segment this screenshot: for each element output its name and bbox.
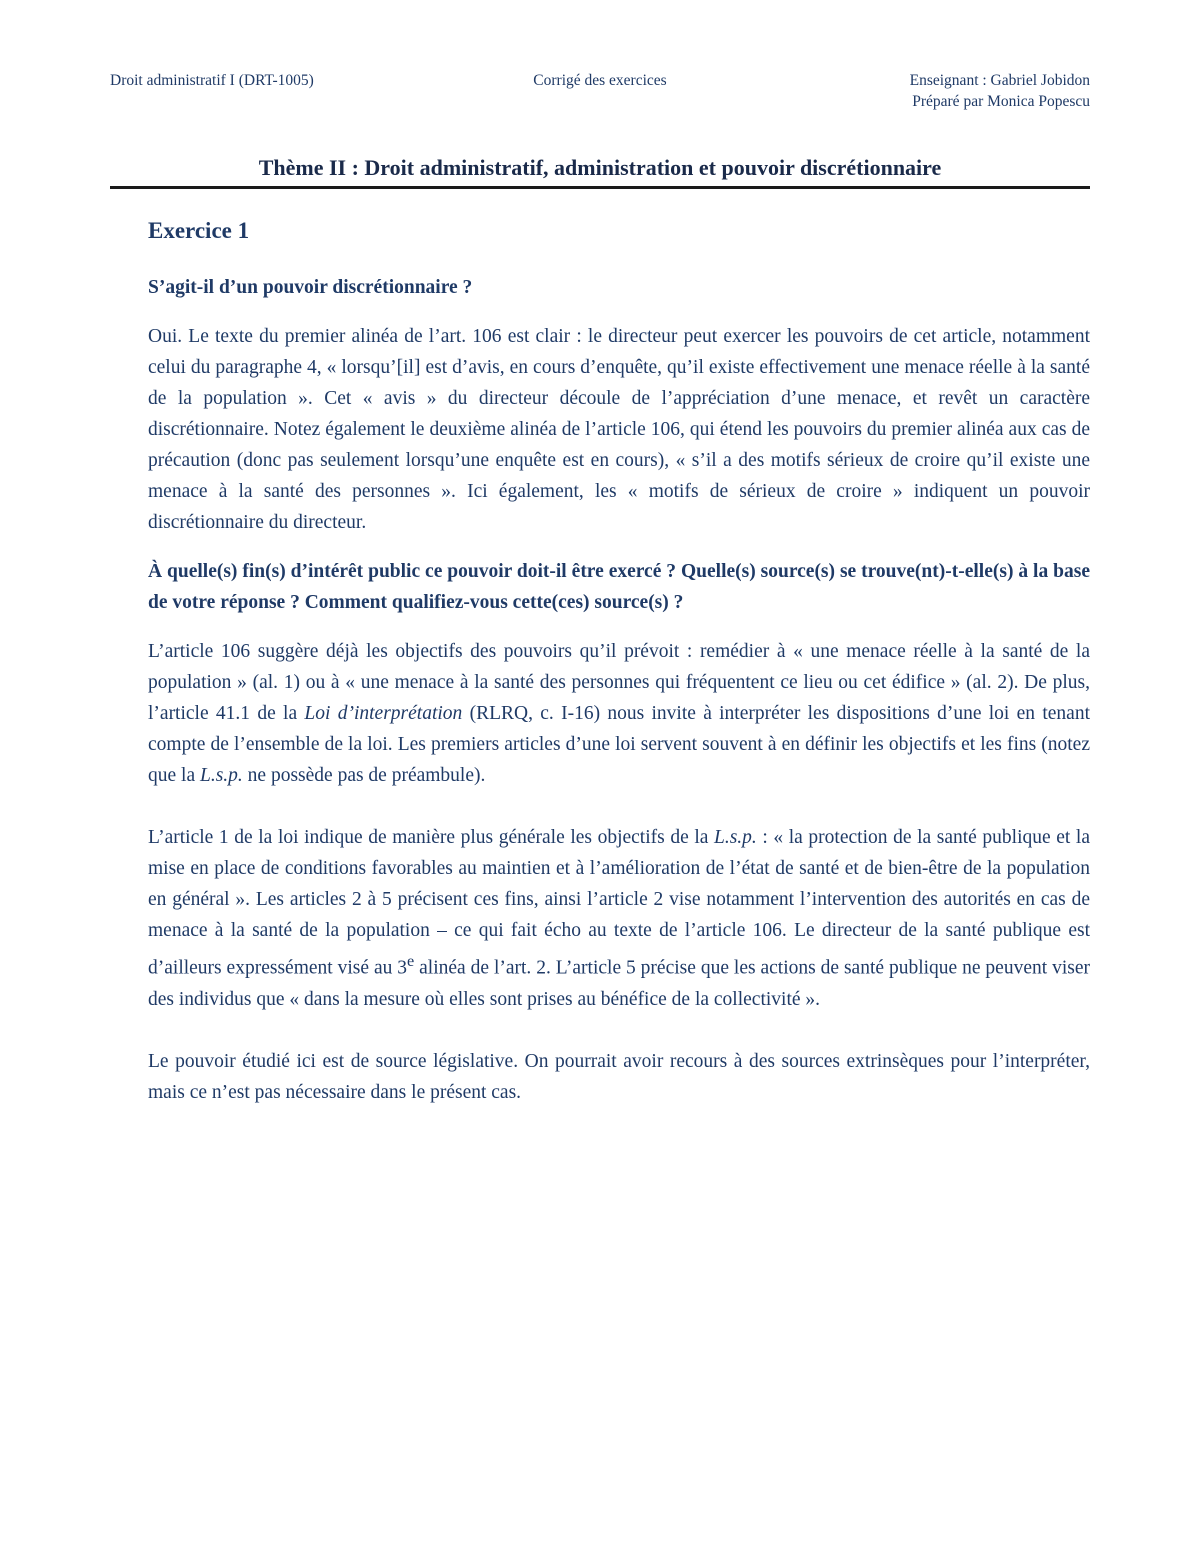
answer-1-paragraph: Oui. Le texte du premier alinéa de l’art. 106 est clair : le directeur peut exercer les pouvoirs de cet article, notamment celui du paragraphe 4, « lorsqu’[il] est d’avis, en cours d’enquête, qu’il existe effectivement une menace réelle à la santé de la population ». Cet « avis » du directeur découle de l’appréciation d’une menace, et revêt un caractère discrétionnaire. Notez également le deuxième alinéa de l’article 106, qui étend les pouvoirs du premier alinéa aux cas de précaution (donc pas seulement lorsqu’une enquête est en cours), « s’il a des motifs sérieux de croire qu’il existe une menace à la santé des personnes ». Ici également, les « motifs de sérieux de croire » indiquent un pouvoir discrétionnaire du directeur. bbox=[148, 326, 1090, 533]
text-run: alinéa de l’art. 2. L’article 5 précise que les actions de santé publique ne peuvent viser des individus que « dans la mesure où elles sont prises au bénéfice de la collectivité ». bbox=[148, 957, 1090, 1010]
text-run: (RLRQ, c. I-16) nous invite à interpréter les dispositions d’une loi en tenant compte de l’ensemble de la loi. Les premiers articles d’une loi servent souvent à en définir les objectifs et les fins (notez que la bbox=[148, 703, 1090, 786]
title-divider bbox=[110, 186, 1090, 189]
text-run: ne possède pas de préambule). bbox=[242, 765, 486, 786]
document-body bbox=[148, 218, 1090, 1126]
theme-title: Thème II : Droit administratif, administration et pouvoir discrétionnaire bbox=[258, 155, 942, 180]
question-2: À quelle(s) fin(s) d’intérêt public ce pouvoir doit-il être exercé ? Quelle(s) source(s) se trouve(nt)-t-elle(s) à la base de votre réponse ? Comment qualifiez-vous cette(ces) source(s) ? bbox=[148, 561, 1090, 613]
header-teacher: Enseignant : Gabriel Jobidon bbox=[909, 72, 1090, 89]
law-title-italic: Loi d’interprétation bbox=[304, 703, 463, 724]
header-authors bbox=[910, 70, 1090, 112]
answer-2-paragraph-2 bbox=[148, 822, 1090, 1015]
text-run: L’article 1 de la loi indique de manière plus générale les objectifs de la bbox=[148, 827, 714, 848]
header-document-type: Corrigé des exercices bbox=[533, 72, 667, 89]
text-run: : « la protection de la santé publique et la mise en place de conditions favorables au maintien et à l’amélioration de l’état de santé et de bien-être de la population en général ». Les articles 2 à 5 précisent ces fins, ainsi l’article 2 vise notamment l’intervention des autorités en cas de menace à la santé de la population – ce qui fait écho au texte de l’article 106. Le directeur de la santé publique est d’ailleurs expressément visé au 3 bbox=[148, 827, 1090, 979]
header-preparer: Préparé par Monica Popescu bbox=[912, 93, 1090, 110]
exercise-title: Exercice 1 bbox=[148, 218, 250, 243]
law-abbrev-italic: L.s.p. bbox=[714, 827, 757, 848]
answer-2-paragraph-1 bbox=[148, 636, 1090, 791]
question-1: S’agit-il d’un pouvoir discrétionnaire ? bbox=[148, 277, 473, 298]
text-run: L’article 106 suggère déjà les objectifs des pouvoirs qu’il prévoit : remédier à « une menace réelle à la santé de la population » (al. 1) ou à « une menace à la santé des personnes qui fréquentent ce lieu ou cet édifice » (al. 2). De plus, l’article 41.1 de la bbox=[148, 641, 1090, 724]
answer-2-paragraph-3: Le pouvoir étudié ici est de source législative. On pourrait avoir recours à des sources extrinsèques pour l’interpréter, mais ce n’est pas nécessaire dans le présent cas. bbox=[148, 1050, 1090, 1103]
header-course-title: Droit administratif I (DRT-1005) bbox=[110, 72, 314, 89]
law-abbrev-italic: L.s.p. bbox=[199, 765, 243, 786]
ordinal-superscript: e bbox=[407, 952, 415, 970]
